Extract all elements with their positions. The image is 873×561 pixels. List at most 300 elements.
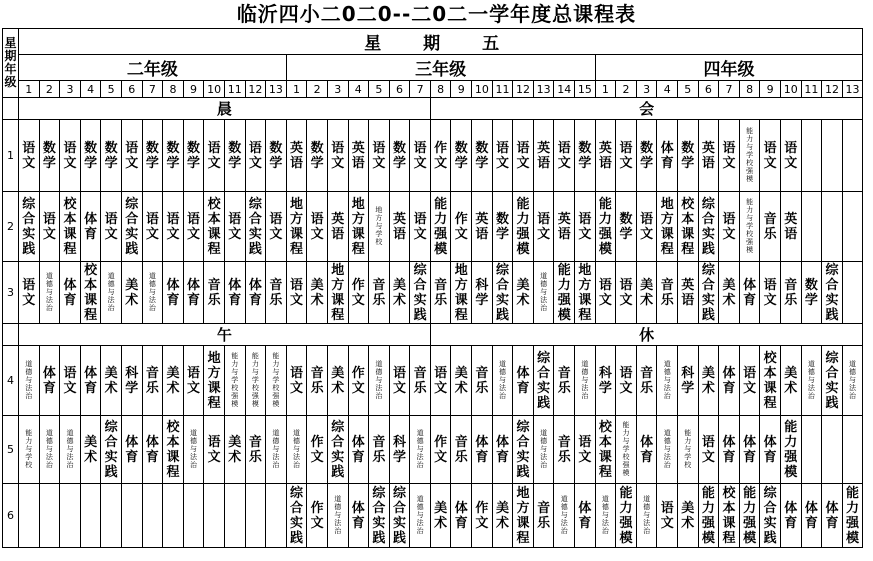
schedule-cell (430, 416, 451, 484)
schedule-cell (389, 262, 410, 324)
schedule-cell (472, 416, 493, 484)
schedule-cell (245, 262, 266, 324)
subject-label: 音乐 (145, 365, 159, 396)
class-number-g4-9: 9 (760, 81, 781, 98)
schedule-cell (163, 192, 184, 262)
subject-label: 道德与法治 (45, 428, 53, 469)
subject-label: 体育 (784, 500, 798, 531)
schedule-cell (801, 346, 822, 416)
class-number-g3-5: 5 (369, 81, 390, 98)
subject-label: 体育 (722, 365, 736, 396)
class-number-g2-4: 4 (80, 81, 101, 98)
subject-label: 校本课程 (681, 196, 695, 257)
noon-label-right: 休 (430, 324, 862, 346)
subject-label: 道德与法治 (45, 271, 53, 312)
subject-label: 道德与法治 (107, 271, 115, 312)
subject-label: 语文 (495, 140, 509, 171)
class-number-g4-10: 10 (780, 81, 801, 98)
subject-label: 语文 (578, 434, 592, 465)
period-row-3 (3, 262, 863, 324)
schedule-cell (245, 416, 266, 484)
schedule-cell (163, 262, 184, 324)
period-number: 1 (3, 120, 19, 192)
schedule-cell (101, 120, 122, 192)
subject-label: 能力强模 (743, 485, 757, 546)
subject-label: 音乐 (310, 365, 324, 396)
grade-header-4: 四年级 (595, 55, 863, 81)
subject-label: 校本课程 (166, 419, 180, 480)
schedule-cell (183, 262, 204, 324)
schedule-cell (616, 262, 637, 324)
subject-label: 体育 (640, 434, 654, 465)
schedule-cell (636, 346, 657, 416)
subject-label: 道德与法治 (849, 359, 857, 400)
schedule-cell (204, 346, 225, 416)
schedule-cell (636, 416, 657, 484)
class-number-g4-13: 13 (842, 81, 863, 98)
subject-label: 语文 (207, 434, 221, 465)
class-number-g3-15: 15 (575, 81, 596, 98)
schedule-cell (801, 484, 822, 548)
class-number-g3-11: 11 (492, 81, 513, 98)
class-number-g2-3: 3 (60, 81, 81, 98)
subject-label: 校本课程 (63, 196, 77, 257)
class-number-g3-9: 9 (451, 81, 472, 98)
class-number-g3-14: 14 (554, 81, 575, 98)
subject-label: 语文 (269, 211, 283, 242)
subject-label: 数学 (619, 211, 633, 242)
schedule-cell (678, 192, 699, 262)
schedule-cell (19, 484, 40, 548)
class-number-g4-6: 6 (698, 81, 719, 98)
schedule-cell (822, 484, 843, 548)
subject-label: 语文 (63, 365, 77, 396)
schedule-cell (60, 416, 81, 484)
class-number-g3-2: 2 (307, 81, 328, 98)
subject-label: 能力强模 (846, 485, 860, 546)
schedule-cell (472, 262, 493, 324)
schedule-cell (842, 262, 863, 324)
schedule-cell (121, 416, 142, 484)
schedule-cell (121, 262, 142, 324)
subject-label: 语文 (22, 140, 36, 171)
subject-label: 作文 (454, 211, 468, 242)
class-number-g4-4: 4 (657, 81, 678, 98)
class-number-g4-12: 12 (822, 81, 843, 98)
schedule-cell (224, 484, 245, 548)
schedule-cell (307, 484, 328, 548)
subject-label: 美术 (84, 434, 98, 465)
schedule-cell (657, 120, 678, 192)
subject-label: 音乐 (207, 277, 221, 308)
subject-label: 语文 (187, 365, 201, 396)
schedule-cell (801, 262, 822, 324)
schedule-cell (554, 192, 575, 262)
class-number-g2-11: 11 (224, 81, 245, 98)
subject-label: 美术 (310, 277, 324, 308)
subject-label: 语文 (619, 140, 633, 171)
schedule-cell (163, 484, 184, 548)
schedule-cell (286, 120, 307, 192)
subject-label: 综合实践 (22, 196, 36, 257)
grade-header-3: 三年级 (286, 55, 595, 81)
class-number-g3-13: 13 (533, 81, 554, 98)
schedule-cell (698, 484, 719, 548)
schedule-cell (286, 262, 307, 324)
schedule-cell (533, 192, 554, 262)
schedule-cell (101, 262, 122, 324)
subject-label: 道德与法治 (663, 359, 671, 400)
schedule-cell (657, 416, 678, 484)
subject-label: 科学 (681, 365, 695, 396)
class-number-g2-10: 10 (204, 81, 225, 98)
subject-label: 英语 (681, 277, 695, 308)
subject-label: 语文 (290, 277, 304, 308)
subject-label: 语文 (187, 211, 201, 242)
schedule-cell (389, 346, 410, 416)
subject-label: 美术 (125, 277, 139, 308)
subject-label: 道德与法治 (66, 428, 74, 469)
schedule-cell (369, 192, 390, 262)
schedule-cell (554, 120, 575, 192)
schedule-cell (595, 262, 616, 324)
schedule-cell (60, 484, 81, 548)
schedule-cell (451, 484, 472, 548)
subject-label: 综合实践 (825, 262, 839, 323)
class-number-g2-5: 5 (101, 81, 122, 98)
subject-label: 数学 (392, 140, 406, 171)
morning-label-left: 晨 (19, 98, 431, 120)
subject-label: 道德与法治 (334, 494, 342, 535)
schedule-cell (760, 416, 781, 484)
schedule-cell (636, 120, 657, 192)
subject-label: 科学 (475, 277, 489, 308)
subject-label: 能力与学校 (25, 428, 33, 469)
subject-label: 能力与学校 (684, 428, 692, 469)
schedule-cell (389, 192, 410, 262)
subject-label: 能力强模 (516, 196, 530, 257)
schedule-cell (60, 262, 81, 324)
subject-label: 科学 (392, 434, 406, 465)
schedule-cell (142, 192, 163, 262)
schedule-cell (430, 120, 451, 192)
schedule-cell (19, 416, 40, 484)
subject-label: 音乐 (434, 277, 448, 308)
subject-label: 体育 (722, 434, 736, 465)
subject-label: 音乐 (557, 434, 571, 465)
schedule-cell (286, 192, 307, 262)
schedule-cell (492, 262, 513, 324)
subject-label: 道德与法治 (416, 494, 424, 535)
schedule-cell (204, 120, 225, 192)
schedule-cell (698, 192, 719, 262)
schedule-cell (678, 346, 699, 416)
schedule-cell (286, 416, 307, 484)
subject-label: 道德与法治 (601, 494, 609, 535)
subject-label: 地方课程 (331, 262, 345, 323)
schedule-cell (616, 192, 637, 262)
period-row-1 (3, 120, 863, 192)
subject-label: 音乐 (248, 434, 262, 465)
subject-label: 综合实践 (495, 262, 509, 323)
subject-label: 作文 (434, 140, 448, 171)
subject-label: 语文 (310, 211, 324, 242)
subject-label: 语文 (392, 365, 406, 396)
schedule-cell (780, 120, 801, 192)
subject-label: 综合实践 (248, 196, 262, 257)
subject-label: 能力强模 (598, 196, 612, 257)
subject-label: 道德与法治 (807, 359, 815, 400)
schedule-cell (266, 346, 287, 416)
subject-label: 语文 (104, 211, 118, 242)
morning-label-right: 会 (430, 98, 862, 120)
subject-label: 综合实践 (125, 196, 139, 257)
subject-label: 地方课程 (660, 196, 674, 257)
subject-label: 道德与法治 (498, 359, 506, 400)
subject-label: 美术 (640, 277, 654, 308)
subject-label: 能力与学校强模 (251, 351, 259, 408)
schedule-cell (678, 416, 699, 484)
subject-label: 数学 (495, 211, 509, 242)
schedule-cell (60, 120, 81, 192)
subject-label: 作文 (351, 277, 365, 308)
subject-label: 体育 (63, 277, 77, 308)
subject-label: 体育 (743, 277, 757, 308)
subject-label: 美术 (104, 365, 118, 396)
schedule-cell (575, 346, 596, 416)
schedule-cell (430, 346, 451, 416)
schedule-cell (801, 192, 822, 262)
schedule-cell (472, 120, 493, 192)
schedule-cell (739, 192, 760, 262)
subject-label: 数学 (145, 140, 159, 171)
subject-label: 体育 (42, 365, 56, 396)
subject-label: 体育 (454, 500, 468, 531)
subject-label: 语文 (619, 277, 633, 308)
subject-label: 音乐 (763, 211, 777, 242)
subject-label: 能力与学校强模 (231, 351, 239, 408)
class-number-g4-5: 5 (678, 81, 699, 98)
subject-label: 语文 (42, 211, 56, 242)
schedule-cell (101, 192, 122, 262)
schedule-cell (760, 484, 781, 548)
schedule-cell (801, 416, 822, 484)
schedule-cell (430, 484, 451, 548)
subject-label: 语文 (763, 140, 777, 171)
schedule-cell (266, 192, 287, 262)
subject-label: 综合实践 (413, 262, 427, 323)
schedule-cell (60, 192, 81, 262)
schedule-cell (554, 416, 575, 484)
schedule-cell (101, 484, 122, 548)
schedule-cell (163, 416, 184, 484)
class-number-g2-13: 13 (266, 81, 287, 98)
schedule-cell (451, 346, 472, 416)
schedule-cell (739, 120, 760, 192)
schedule-cell (369, 120, 390, 192)
subject-label: 英语 (331, 211, 345, 242)
schedule-cell (513, 192, 534, 262)
subject-label: 校本课程 (763, 350, 777, 411)
subject-label: 作文 (310, 434, 324, 465)
subject-label: 英语 (784, 211, 798, 242)
schedule-cell (307, 262, 328, 324)
schedule-cell (39, 416, 60, 484)
subject-label: 数学 (42, 140, 56, 171)
subject-label: 能力强模 (557, 262, 571, 323)
schedule-cell (80, 262, 101, 324)
schedule-cell (245, 120, 266, 192)
subject-label: 能力强模 (784, 419, 798, 480)
schedule-cell (389, 416, 410, 484)
schedule-cell (533, 262, 554, 324)
schedule-cell (142, 346, 163, 416)
schedule-cell (224, 262, 245, 324)
subject-label: 音乐 (475, 365, 489, 396)
subject-label: 语文 (578, 211, 592, 242)
subject-label: 作文 (310, 500, 324, 531)
class-number-g3-4: 4 (348, 81, 369, 98)
subject-label: 体育 (187, 277, 201, 308)
schedule-cell (719, 262, 740, 324)
subject-label: 语文 (290, 365, 304, 396)
schedule-cell (101, 346, 122, 416)
schedule-cell (369, 346, 390, 416)
schedule-cell (657, 484, 678, 548)
schedule-cell (266, 484, 287, 548)
schedule-cell (121, 192, 142, 262)
schedule-cell (348, 416, 369, 484)
subject-label: 校本课程 (207, 196, 221, 257)
schedule-cell (410, 346, 431, 416)
schedule-cell (121, 346, 142, 416)
schedule-cell (266, 120, 287, 192)
subject-label: 数学 (104, 140, 118, 171)
subject-label: 语文 (434, 365, 448, 396)
subject-label: 英语 (392, 211, 406, 242)
subject-label: 道德与法治 (581, 359, 589, 400)
noon-row (3, 324, 863, 346)
class-number-g2-2: 2 (39, 81, 60, 98)
schedule-cell (307, 120, 328, 192)
schedule-cell (636, 262, 657, 324)
subject-label: 语文 (145, 211, 159, 242)
subject-label: 语文 (701, 434, 715, 465)
schedule-cell (410, 416, 431, 484)
subject-label: 道德与法治 (148, 271, 156, 312)
schedule-cell (204, 484, 225, 548)
schedule-cell (513, 346, 534, 416)
subject-label: 综合实践 (392, 485, 406, 546)
schedule-cell (39, 120, 60, 192)
schedule-cell (760, 192, 781, 262)
class-number-g4-7: 7 (719, 81, 740, 98)
schedule-cell (719, 346, 740, 416)
subject-label: 综合实践 (701, 262, 715, 323)
subject-label: 美术 (228, 434, 242, 465)
schedule-cell (595, 120, 616, 192)
subject-label: 语文 (413, 211, 427, 242)
schedule-cell (163, 346, 184, 416)
schedule-cell (307, 416, 328, 484)
schedule-cell (451, 416, 472, 484)
schedule-cell (183, 120, 204, 192)
subject-label: 数学 (681, 140, 695, 171)
schedule-cell (39, 484, 60, 548)
schedule-cell (616, 346, 637, 416)
subject-label: 能力与学校强模 (622, 420, 630, 477)
schedule-cell (657, 346, 678, 416)
schedule-cell (183, 416, 204, 484)
schedule-cell (348, 120, 369, 192)
schedule-cell (739, 262, 760, 324)
schedule-cell (595, 346, 616, 416)
subject-label: 数学 (578, 140, 592, 171)
schedule-cell (492, 484, 513, 548)
schedule-cell (327, 346, 348, 416)
schedule-cell (183, 346, 204, 416)
schedule-cell (533, 120, 554, 192)
class-number-row (3, 81, 863, 98)
schedule-cell (101, 416, 122, 484)
schedule-cell (472, 484, 493, 548)
subject-label: 音乐 (269, 277, 283, 308)
schedule-cell (780, 484, 801, 548)
schedule-cell (780, 262, 801, 324)
grade-header-2: 二年级 (19, 55, 287, 81)
period-row-6 (3, 484, 863, 548)
schedule-cell (142, 484, 163, 548)
schedule-cell (533, 346, 554, 416)
schedule-cell (698, 346, 719, 416)
subject-label: 道德与法治 (25, 359, 33, 400)
subject-label: 语文 (598, 277, 612, 308)
subject-label: 语文 (228, 211, 242, 242)
subject-label: 能力强模 (619, 485, 633, 546)
page-title: 临沂四小二0二0--二0二一学年度总课程表 (236, 2, 637, 26)
schedule-cell (142, 262, 163, 324)
schedule-cell (348, 262, 369, 324)
schedule-cell (595, 192, 616, 262)
subject-label: 道德与法治 (375, 359, 383, 400)
schedule-cell (842, 416, 863, 484)
schedule-cell (39, 262, 60, 324)
class-number-g4-3: 3 (636, 81, 657, 98)
period-row-2 (3, 192, 863, 262)
subject-label: 能力与学校强模 (272, 351, 280, 408)
schedule-cell (513, 120, 534, 192)
subject-label: 语文 (372, 140, 386, 171)
subject-label: 能力与学校强模 (746, 197, 754, 254)
schedule-cell (492, 120, 513, 192)
schedule-cell (822, 346, 843, 416)
subject-label: 音乐 (372, 277, 386, 308)
header-day-row (3, 29, 863, 55)
subject-label: 体育 (145, 434, 159, 465)
subject-label: 体育 (825, 500, 839, 531)
subject-label: 音乐 (784, 277, 798, 308)
class-number-g3-1: 1 (286, 81, 307, 98)
subject-label: 作文 (351, 365, 365, 396)
schedule-cell (492, 192, 513, 262)
schedule-cell (492, 346, 513, 416)
subject-label: 能力强模 (434, 196, 448, 257)
subject-label: 美术 (722, 277, 736, 308)
morning-row (3, 98, 863, 120)
schedule-cell (842, 120, 863, 192)
subject-label: 美术 (516, 277, 530, 308)
schedule-cell (739, 416, 760, 484)
